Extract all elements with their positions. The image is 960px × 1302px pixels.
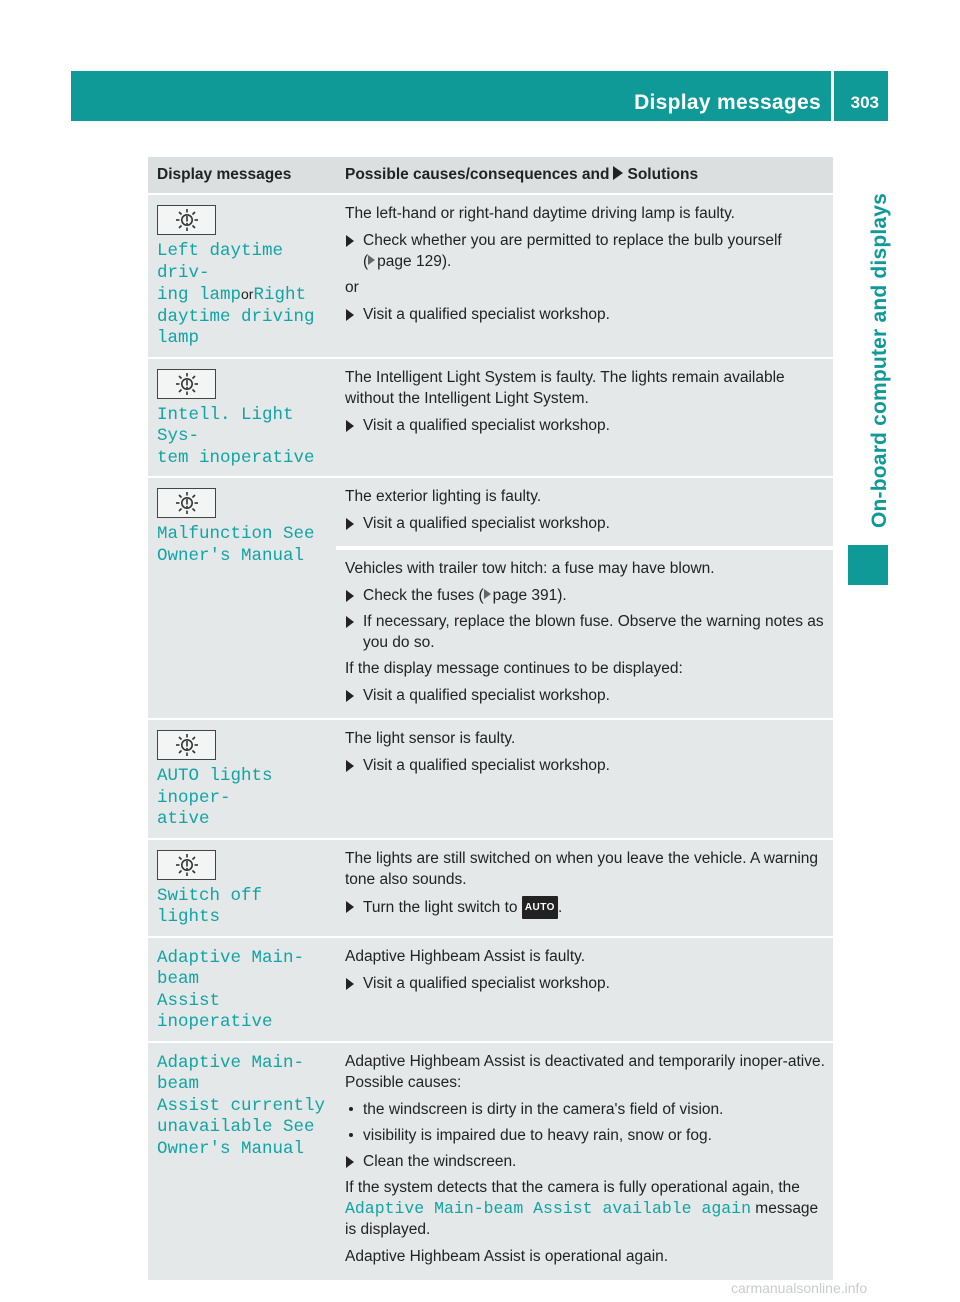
solution-step: Clean the windscreen. [345, 1151, 825, 1172]
step-arrow-icon [346, 760, 354, 772]
solution-step: Turn the light switch to AUTO . [345, 896, 825, 919]
solution-cell [336, 720, 833, 838]
step-arrow-icon [346, 518, 354, 530]
solution-step: Check whether you are permitted to replace the bulb yourself ( page 129). [345, 230, 825, 272]
message-cell [148, 720, 336, 838]
cause-text: The light sensor is faulty. [345, 730, 516, 747]
step-arrow-icon [346, 590, 354, 602]
display-message-text: AUTO lights inoper‐ ative [157, 766, 273, 829]
bullet-icon [349, 1107, 353, 1111]
display-message-text: Adaptive Main-beam Assist inoperative [157, 947, 305, 1032]
message-cell [148, 195, 336, 357]
column-header-causes: Possible causes/consequences and Solutions [336, 157, 833, 193]
table-row [148, 938, 833, 1041]
step-arrow-icon [346, 978, 354, 990]
table-row [148, 478, 833, 546]
table-row [148, 840, 833, 936]
cause-bullet: the windscreen is dirty in the camera's field of vision. [345, 1099, 825, 1120]
solution-step: Visit a qualified specialist workshop. [345, 415, 825, 436]
step-arrow-icon [346, 1156, 354, 1168]
display-message-text: Adaptive Main-beam Assist currently unavailable See Owner's Manual [157, 1052, 326, 1159]
lamp-warning-icon [157, 205, 216, 235]
solution-cell [336, 1043, 833, 1280]
step-arrow-icon [346, 690, 354, 702]
page-number: 303 [850, 93, 879, 112]
display-message-text: Left daytime driv‐ ing lamporRight daytime driving lamp [157, 241, 315, 348]
display-message-text: Switch off lights [157, 885, 273, 927]
step-arrow-icon [346, 309, 354, 321]
page-header [71, 71, 888, 121]
chapter-label: On-board computer and displays [868, 192, 891, 528]
section-title: Display messages [634, 91, 821, 114]
message-cell [148, 938, 336, 1041]
cause-text: The left-hand or right-hand daytime driving lamp is faulty. [345, 205, 735, 222]
cause-text: Adaptive Highbeam Assist is faulty. [345, 947, 586, 965]
lamp-warning-icon [157, 369, 216, 399]
message-cell [148, 359, 336, 477]
header-divider [831, 71, 834, 121]
solution-step: Visit a qualified specialist workshop. [345, 755, 825, 776]
solution-cell [336, 478, 833, 546]
message-cell [148, 1043, 336, 1280]
solution-step: Visit a qualified specialist workshop. [345, 304, 825, 325]
table-header-row [148, 157, 833, 193]
cause-text: The exterior lighting is faulty. [345, 488, 542, 505]
solution-step: Visit a qualified specialist workshop. [345, 513, 825, 534]
table-row [148, 359, 833, 477]
solution-cell [336, 548, 833, 718]
message-cell [148, 478, 336, 718]
page-ref-icon [484, 589, 491, 599]
display-messages-table [148, 155, 833, 1282]
table-row [148, 1043, 833, 1280]
step-arrow-icon [346, 901, 354, 913]
cause-text: Adaptive Highbeam Assist is operational again. [345, 1247, 669, 1265]
solution-cell [336, 840, 833, 936]
solution-step: Check the fuses ( page 391). [345, 585, 825, 606]
chapter-side-tab [848, 135, 891, 535]
cause-text: Adaptive Highbeam Assist is deactivated and temporarily inoper-ative. Possible causes: [345, 1052, 825, 1091]
solution-cell [336, 195, 833, 357]
solution-step: Visit a qualified specialist workshop. [345, 685, 825, 706]
solution-arrow-icon [613, 166, 623, 180]
cause-bullet: visibility is impaired due to heavy rain, snow or fog. [345, 1125, 825, 1146]
column-header-messages: Display messages [148, 157, 336, 193]
display-message-text: Malfunction See Owner's Manual [157, 524, 315, 566]
solution-step: Visit a qualified specialist workshop. [345, 973, 825, 994]
cause-text: The lights are still switched on when you leave the vehicle. A warning tone also sounds. [345, 849, 819, 888]
page-ref-icon [368, 255, 375, 265]
step-arrow-icon [346, 235, 354, 247]
cause-text: The Intelligent Light System is faulty. The lights remain available without the Intelligent Light System. [345, 368, 785, 407]
auto-switch-icon: AUTO [522, 896, 558, 919]
table-row [148, 720, 833, 838]
solution-step: If necessary, replace the blown fuse. Observe the warning notes as you do so. [345, 611, 825, 653]
lamp-warning-icon [157, 730, 216, 760]
solution-cell [336, 359, 833, 477]
cause-text: If the system detects that the camera is fully operational again, the Adaptive Main-beam Assist available again message is displayed. [345, 1178, 819, 1238]
chapter-marker [848, 545, 888, 585]
step-arrow-icon [346, 420, 354, 432]
display-message-text: Intell. Light Sys‐ tem inoperative [157, 404, 315, 468]
lamp-warning-icon [157, 488, 216, 518]
lamp-warning-icon [157, 850, 216, 880]
step-arrow-icon [346, 616, 354, 628]
watermark-footer: carmanualsonline.info [731, 1280, 868, 1296]
message-cell [148, 840, 336, 936]
or-text: or [345, 279, 359, 296]
bullet-icon [349, 1133, 353, 1137]
table-row [148, 195, 833, 357]
cause-text: Vehicles with trailer tow hitch: a fuse may have blown. [345, 560, 715, 577]
solution-cell [336, 938, 833, 1041]
cause-text: If the display message continues to be displayed: [345, 660, 683, 677]
